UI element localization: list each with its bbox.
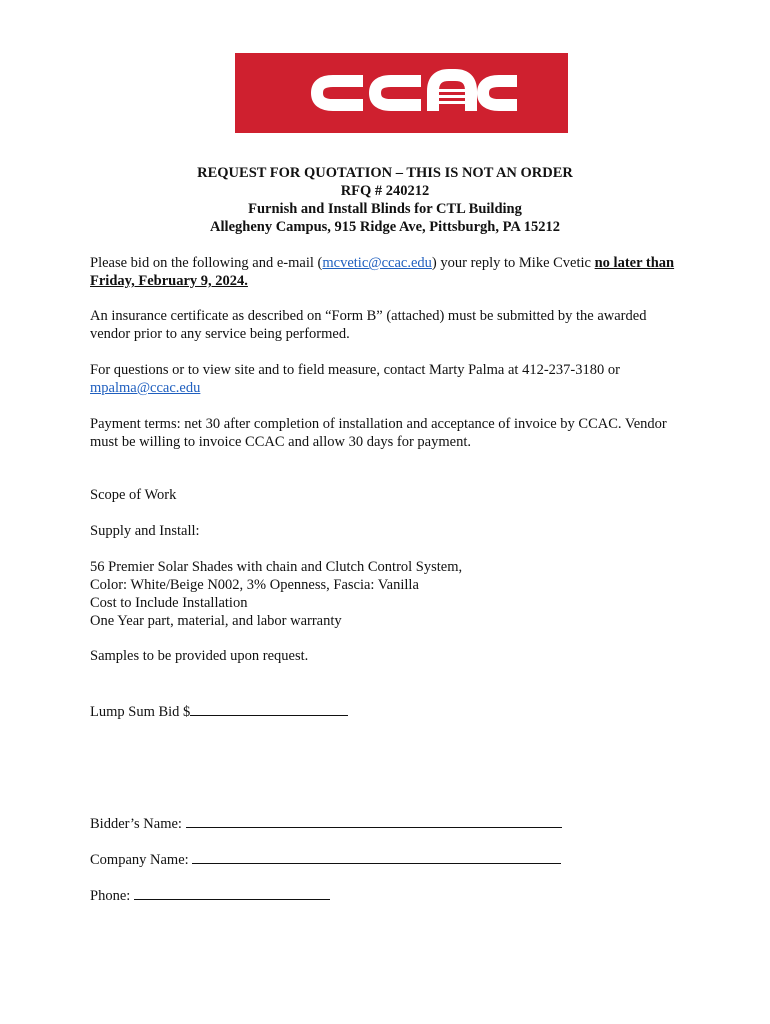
questions-text: For questions or to view site and to field measure, contact Marty Palma at 412-237-3180 or	[90, 362, 620, 378]
questions-paragraph	[90, 361, 710, 397]
scope-item: Cost to Include Installation	[90, 595, 248, 611]
scope-heading: Scope of Work	[90, 487, 177, 503]
project-location: Allegheny Campus, 915 Ridge Ave, Pittsburgh, PA 15212	[210, 219, 560, 235]
scope-items	[90, 558, 710, 630]
bidder-name-label: Bidder’s Name:	[90, 816, 182, 832]
company-name-field	[90, 849, 710, 869]
scope-item: One Year part, material, and labor warranty	[90, 613, 342, 629]
payment-terms	[90, 415, 710, 451]
email-link-mpalma[interactable]: mpalma@ccac.edu	[90, 380, 201, 396]
email-link-mcvetic[interactable]: mcvetic@ccac.edu	[322, 255, 432, 271]
insurance-line-2: vendor prior to any service being performed.	[90, 326, 350, 342]
rfq-number: RFQ # 240212	[340, 183, 430, 199]
insurance-line-1: An insurance certificate as described on “Form B” (attached) must be submitted by the awarded	[90, 308, 647, 324]
lump-sum-label: Lump Sum Bid $	[90, 704, 191, 720]
phone-label: Phone:	[90, 888, 131, 904]
logo-graphic	[235, 53, 568, 133]
phone-field	[90, 885, 710, 905]
scope-item: Color: White/Beige N002, 3% Openness, Fascia: Vanilla	[90, 577, 419, 593]
header-title: REQUEST FOR QUOTATION – THIS IS NOT AN ORDER	[197, 165, 573, 181]
bid-text-2: ) your reply to Mike Cvetic	[431, 255, 595, 271]
lump-sum-blank[interactable]	[190, 701, 348, 716]
insurance-paragraph	[90, 307, 710, 343]
scope-item: 56 Premier Solar Shades with chain and Clutch Control System,	[90, 559, 463, 575]
project-title: Furnish and Install Blinds for CTL Building	[248, 201, 522, 217]
ccac-logo	[235, 53, 568, 133]
phone-blank[interactable]	[134, 885, 330, 900]
bidder-name-field	[90, 813, 710, 833]
bid-instructions	[90, 254, 710, 290]
deadline-part-1: no later than	[594, 255, 675, 271]
bid-text-1: Please bid on the following and e-mail (	[90, 255, 323, 271]
bidder-name-blank[interactable]	[186, 813, 562, 828]
rfq-header	[0, 164, 770, 236]
samples-note: Samples to be provided upon request.	[90, 648, 309, 664]
supply-install-label: Supply and Install:	[90, 523, 200, 539]
payment-line-1: Payment terms: net 30 after completion of installation and acceptance of invoice by CCAC. Vendor	[90, 416, 667, 432]
lump-sum-field	[90, 701, 710, 721]
company-name-label: Company Name:	[90, 852, 189, 868]
payment-line-2: must be willing to invoice CCAC and allow 30 days for payment.	[90, 434, 471, 450]
deadline-part-2: Friday, February 9, 2024.	[90, 273, 248, 289]
company-name-blank[interactable]	[192, 849, 561, 864]
